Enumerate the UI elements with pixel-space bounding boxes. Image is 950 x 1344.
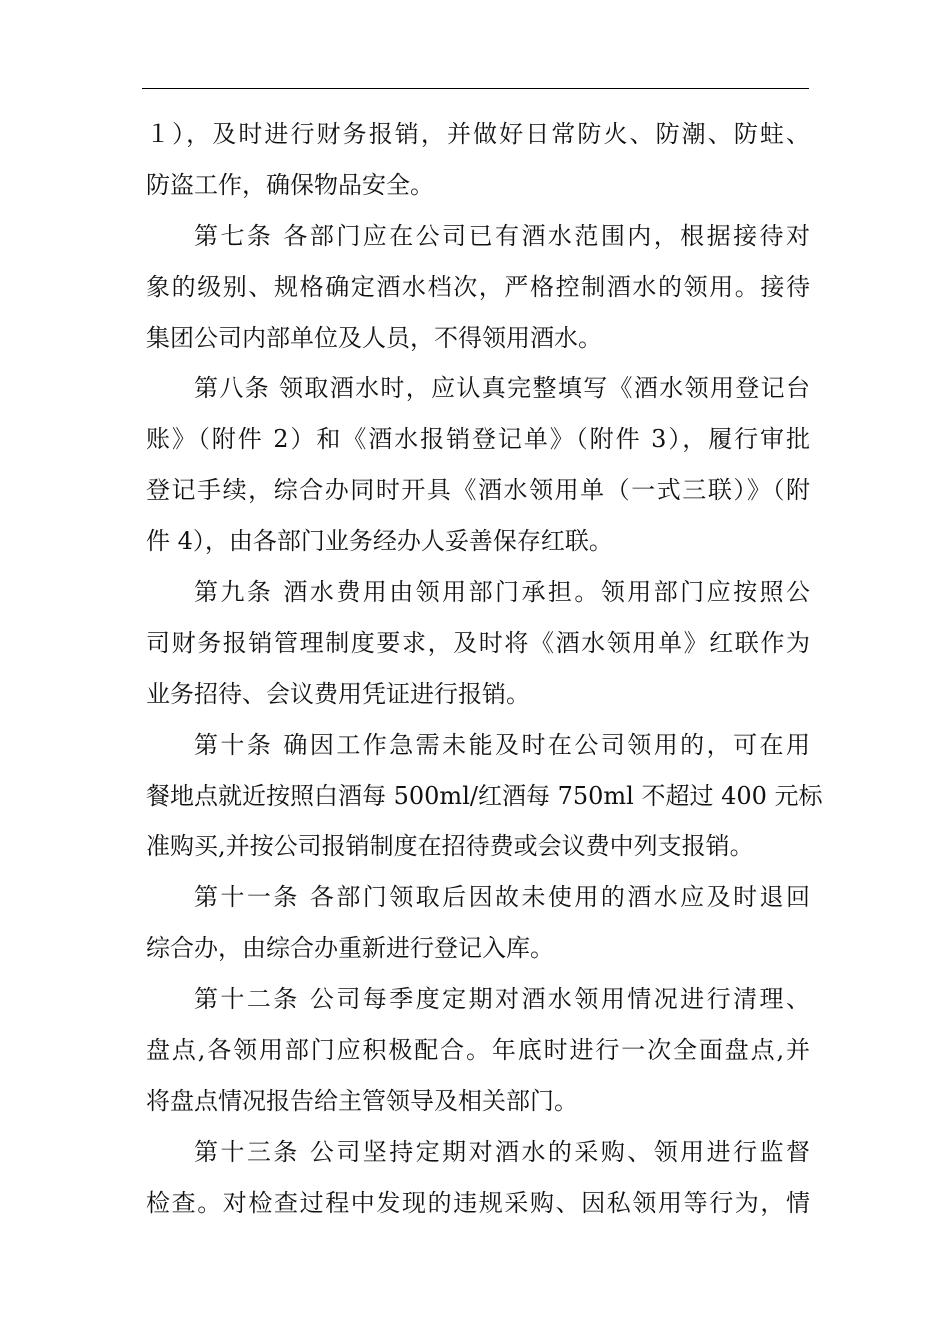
text-line: 第十一条 各部门领取后因故未使用的酒水应及时退回: [194, 883, 810, 912]
text-line: 账》（附件 2）和《酒水报销登记单》（附件 3），履行审批: [146, 425, 810, 454]
text-line: 第十三条 公司坚持定期对酒水的采购、领用进行监督: [194, 1137, 810, 1166]
text-line: 登记手续，综合办同时开具《酒水领用单（一式三联）》（附: [146, 476, 810, 505]
text-line: 盘点,各领用部门应积极配合。年底时进行一次全面盘点,并: [146, 1036, 810, 1065]
text-line: 业务招待、会议费用凭证进行报销。: [146, 679, 530, 708]
text-line: 件 4），由各部门业务经办人妥善保存红联。: [146, 527, 613, 556]
text-line: 检查。对检查过程中发现的违规采购、因私领用等行为，情: [146, 1188, 810, 1217]
text-line: 准购买,并按公司报销制度在招待费或会议费中列支报销。: [146, 832, 754, 861]
text-line: 将盘点情况报告给主管领导及相关部门。: [146, 1086, 578, 1115]
text-line: 综合办，由综合办重新进行登记入库。: [146, 934, 554, 963]
text-line: 集团公司内部单位及人员，不得领用酒水。: [146, 323, 602, 352]
text-line: 第八条 领取酒水时，应认真完整填写《酒水领用登记台: [194, 374, 810, 403]
text-line: 第七条 各部门应在公司已有酒水范围内，根据接待对: [194, 221, 810, 250]
text-line: 餐地点就近按照白酒每 500ml/红酒每 750ml 不超过 400 元标: [146, 781, 823, 810]
text-line: 第十条 确因工作急需未能及时在公司领用的，可在用: [194, 730, 810, 759]
text-line: 第十二条 公司每季度定期对酒水领用情况进行清理、: [194, 985, 810, 1014]
text-line: 第九条 酒水费用由领用部门承担。领用部门应按照公: [194, 578, 810, 607]
body-text: [146, 109, 823, 1229]
text-line: 防盗工作，确保物品安全。: [146, 170, 434, 199]
text-line: 象的级别、规格确定酒水档次，严格控制酒水的领用。接待: [146, 272, 810, 301]
text-line: １），及时进行财务报销，并做好日常防火、防潮、防蛀、: [146, 120, 810, 148]
text-line: 司财务报销管理制度要求，及时将《酒水领用单》红联作为: [146, 628, 810, 657]
header-rule: [142, 88, 809, 89]
